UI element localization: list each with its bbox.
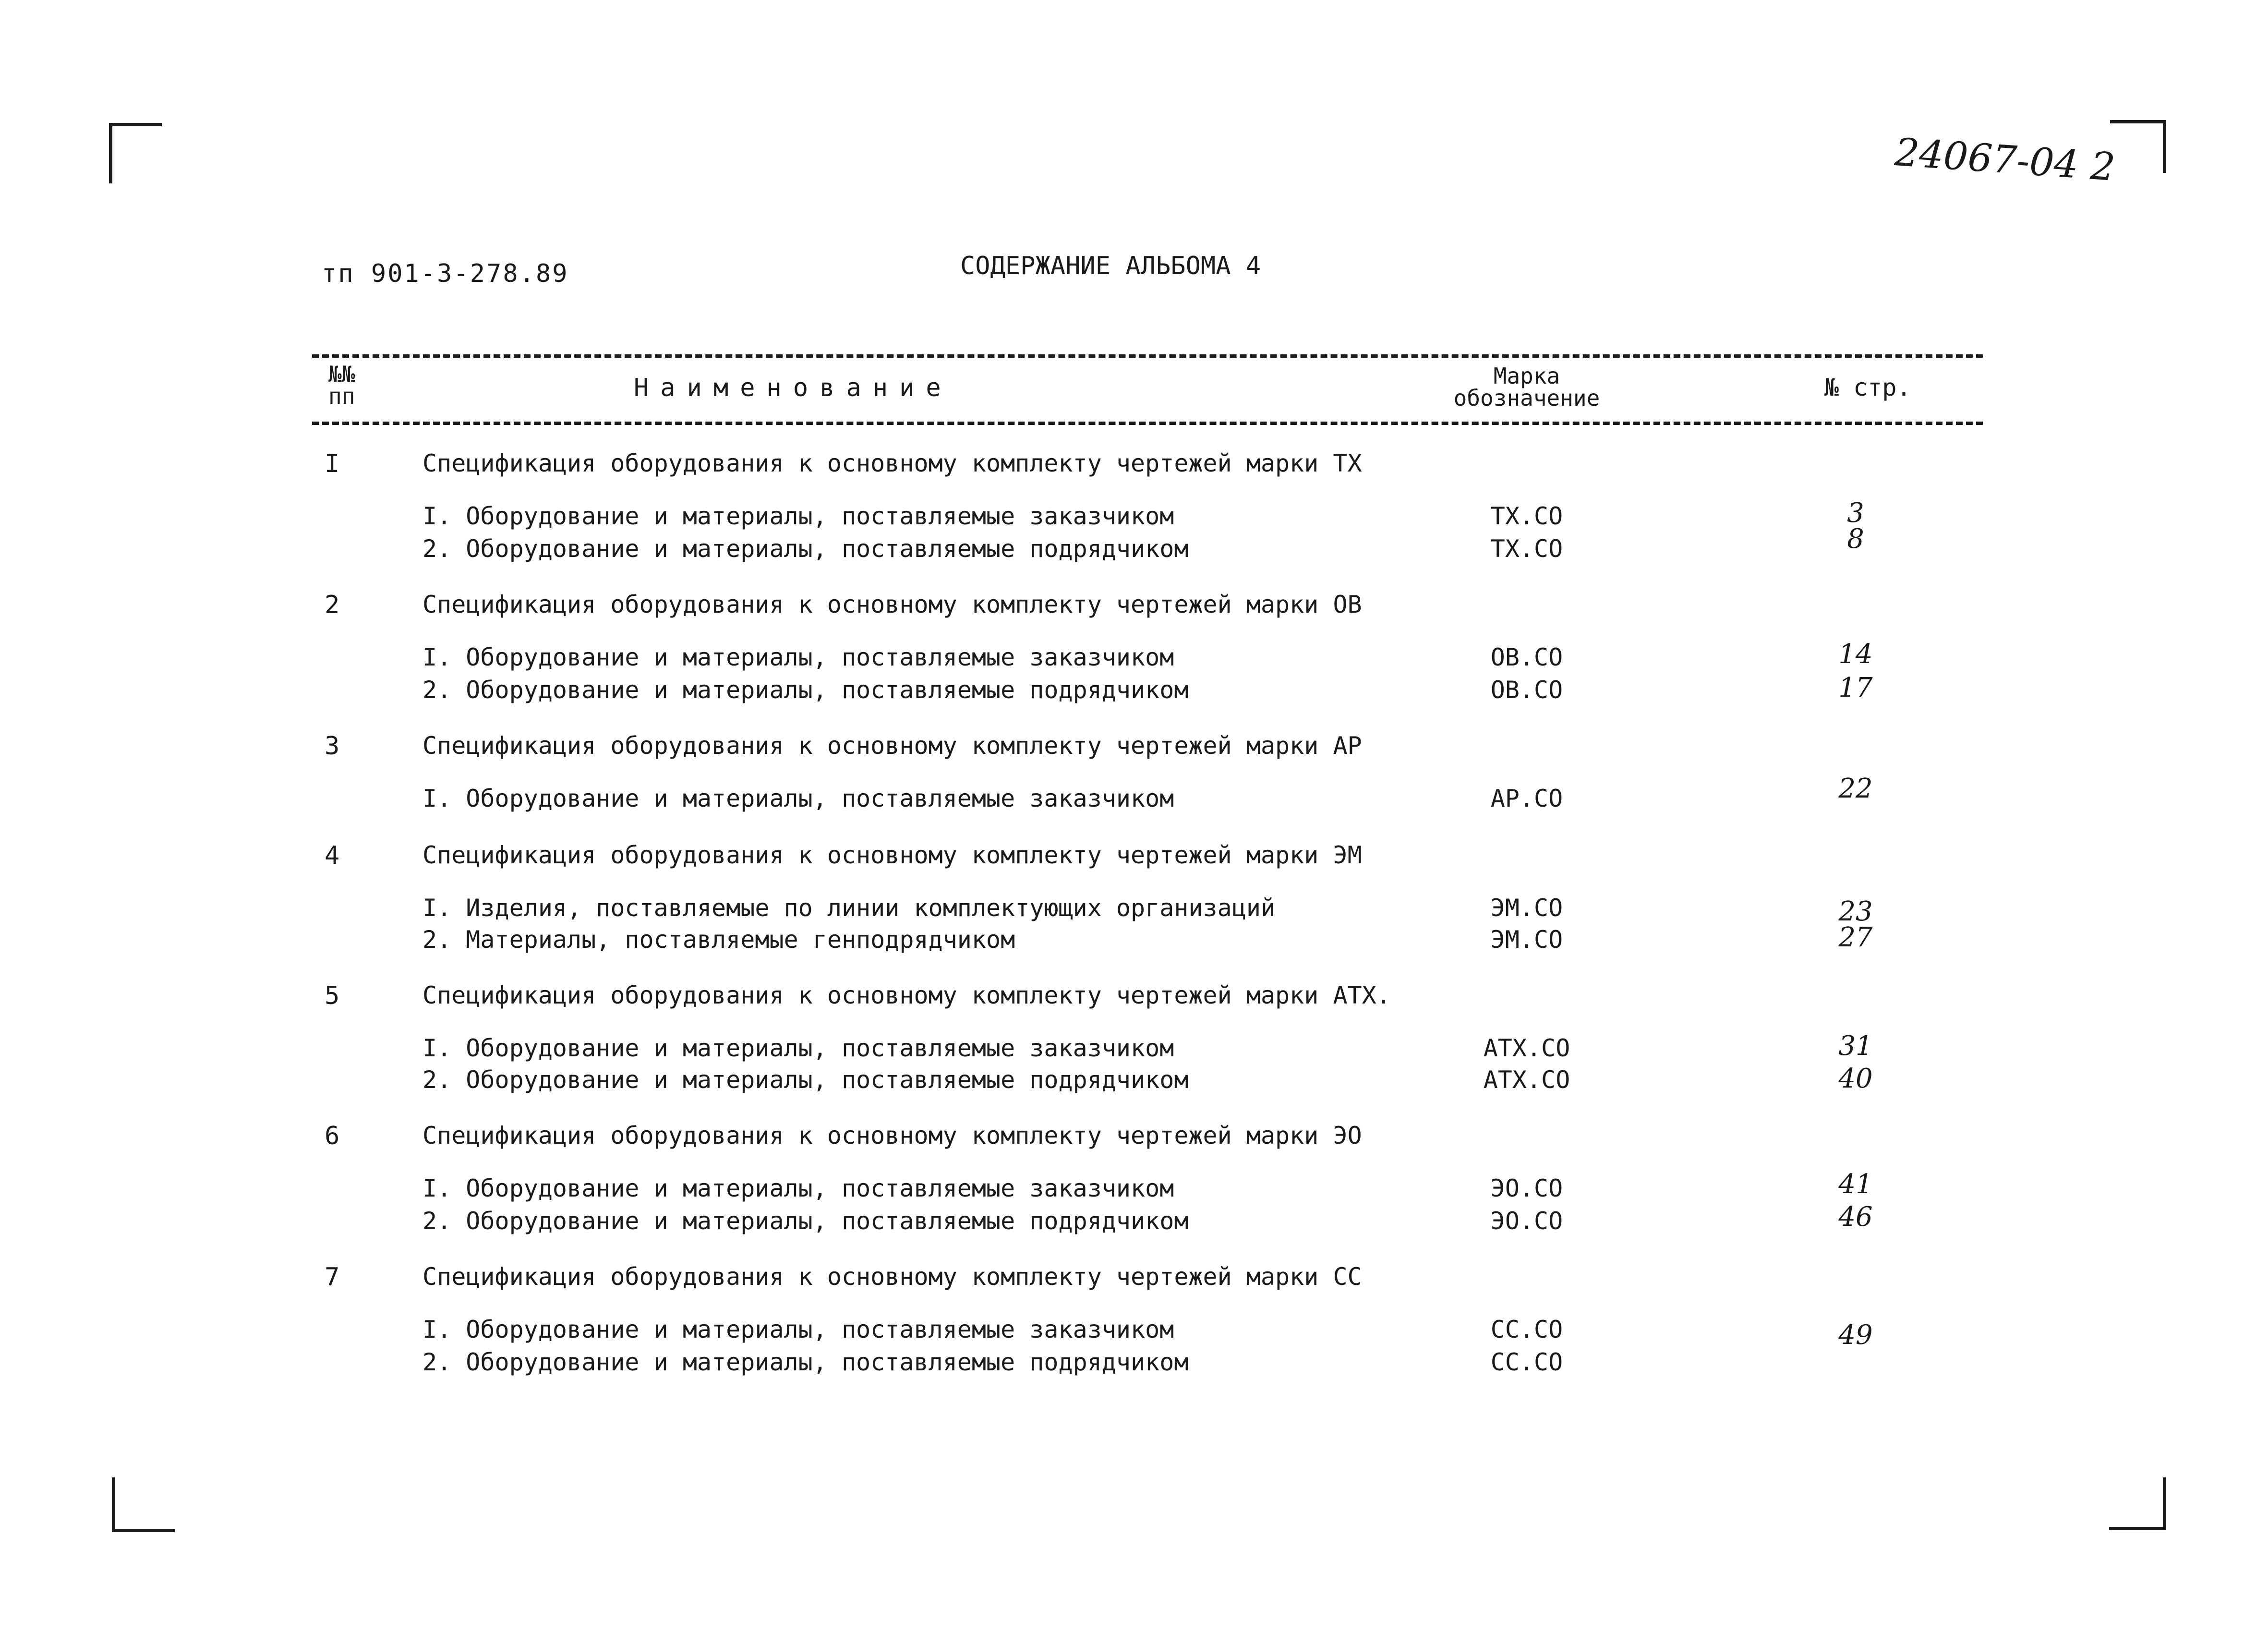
section-title: Спецификация оборудования к основному комплекту чертежей марки ТХ [422,449,1362,477]
item-text: 2. Материалы, поставляемые генподрядчиком [422,926,1015,954]
section-number: 6 [325,1122,340,1150]
section-number: 3 [325,732,340,761]
table-header-rule [312,422,1983,425]
section-title: Спецификация оборудования к основному комплекту чертежей марки ЭМ [422,841,1362,869]
section-title: Спецификация оборудования к основному комплекту чертежей марки АТХ. [422,981,1391,1009]
section-title: Спецификация оборудования к основному комплекту чертежей марки ЭО [422,1122,1362,1149]
column-header-number: №№ пп [328,361,355,409]
archive-number: 24067-04 2 [1893,130,2117,190]
item-mark: ЭМ.СО [1490,926,1563,954]
item-text: I. Оборудование и материалы, поставляемые заказчиком [422,1174,1174,1202]
corner-mark-bottom-left [112,1477,175,1532]
item-page: 49 [1838,1319,1873,1351]
column-header-mark: Марка обозначение [1453,363,1600,411]
item-mark: ТХ.СО [1490,535,1563,563]
item-mark: ЭО.СО [1490,1207,1563,1235]
item-text: I. Оборудование и материалы, поставляемые заказчиком [422,1316,1174,1343]
item-page: 14 [1838,639,1873,670]
item-mark: ТХ.СО [1490,502,1563,530]
item-page: 8 [1847,523,1864,555]
item-text: I. Оборудование и материалы, поставляемые заказчиком [422,1034,1174,1062]
item-page: 23 [1838,896,1873,927]
item-mark: СС.СО [1490,1316,1563,1343]
item-text: 2. Оборудование и материалы, поставляемые подрядчиком [422,676,1189,704]
item-mark: СС.СО [1490,1348,1563,1376]
section-title: Спецификация оборудования к основному комплекту чертежей марки АР [422,732,1362,760]
item-text: 2. Оборудование и материалы, поставляемые подрядчиком [422,1207,1189,1235]
item-mark: ЭО.СО [1490,1174,1563,1202]
item-page: 40 [1838,1063,1873,1094]
section-title: Спецификация оборудования к основному комплекту чертежей марки СС [422,1263,1362,1291]
item-page: 3 [1847,497,1864,529]
item-page: 22 [1838,773,1873,804]
column-header-name: Наименование [634,374,953,402]
section-number: 7 [325,1263,340,1292]
item-page: 46 [1838,1201,1873,1233]
item-mark: АР.СО [1490,785,1563,812]
item-text: I. Изделия, поставляемые по линии комплектующих организаций [422,894,1276,922]
column-header-page: № стр. [1824,374,1911,401]
corner-mark-top-right [2110,120,2166,173]
document-code: тп 901-3-278.89 [322,259,569,288]
corner-mark-bottom-right [2109,1477,2166,1530]
item-text: I. Оборудование и материалы, поставляемые заказчиком [422,785,1174,812]
item-text: I. Оборудование и материалы, поставляемые заказчиком [422,643,1174,671]
section-title: Спецификация оборудования к основному комплекту чертежей марки ОВ [422,591,1362,618]
section-number: 5 [325,981,340,1010]
item-mark: АТХ.СО [1483,1066,1570,1094]
item-text: 2. Оборудование и материалы, поставляемые подрядчиком [422,1066,1189,1094]
item-text: 2. Оборудование и материалы, поставляемые подрядчиком [422,535,1189,563]
section-number: 4 [325,841,340,870]
item-mark: ЭМ.СО [1490,894,1563,922]
item-page: 17 [1838,672,1873,703]
section-number: 2 [325,591,340,619]
item-page: 27 [1838,922,1873,953]
section-number: I [325,449,340,478]
album-title: СОДЕРЖАНИЕ АЛЬБОМА 4 [960,252,1261,280]
item-mark: ОВ.СО [1490,643,1563,671]
item-page: 41 [1838,1169,1873,1200]
item-text: I. Оборудование и материалы, поставляемые заказчиком [422,502,1174,530]
corner-mark-top-left [109,123,162,183]
table-top-rule [312,354,1983,358]
item-mark: АТХ.СО [1483,1034,1570,1062]
item-mark: ОВ.СО [1490,676,1563,704]
item-page: 31 [1838,1030,1873,1062]
item-text: 2. Оборудование и материалы, поставляемые подрядчиком [422,1348,1189,1376]
